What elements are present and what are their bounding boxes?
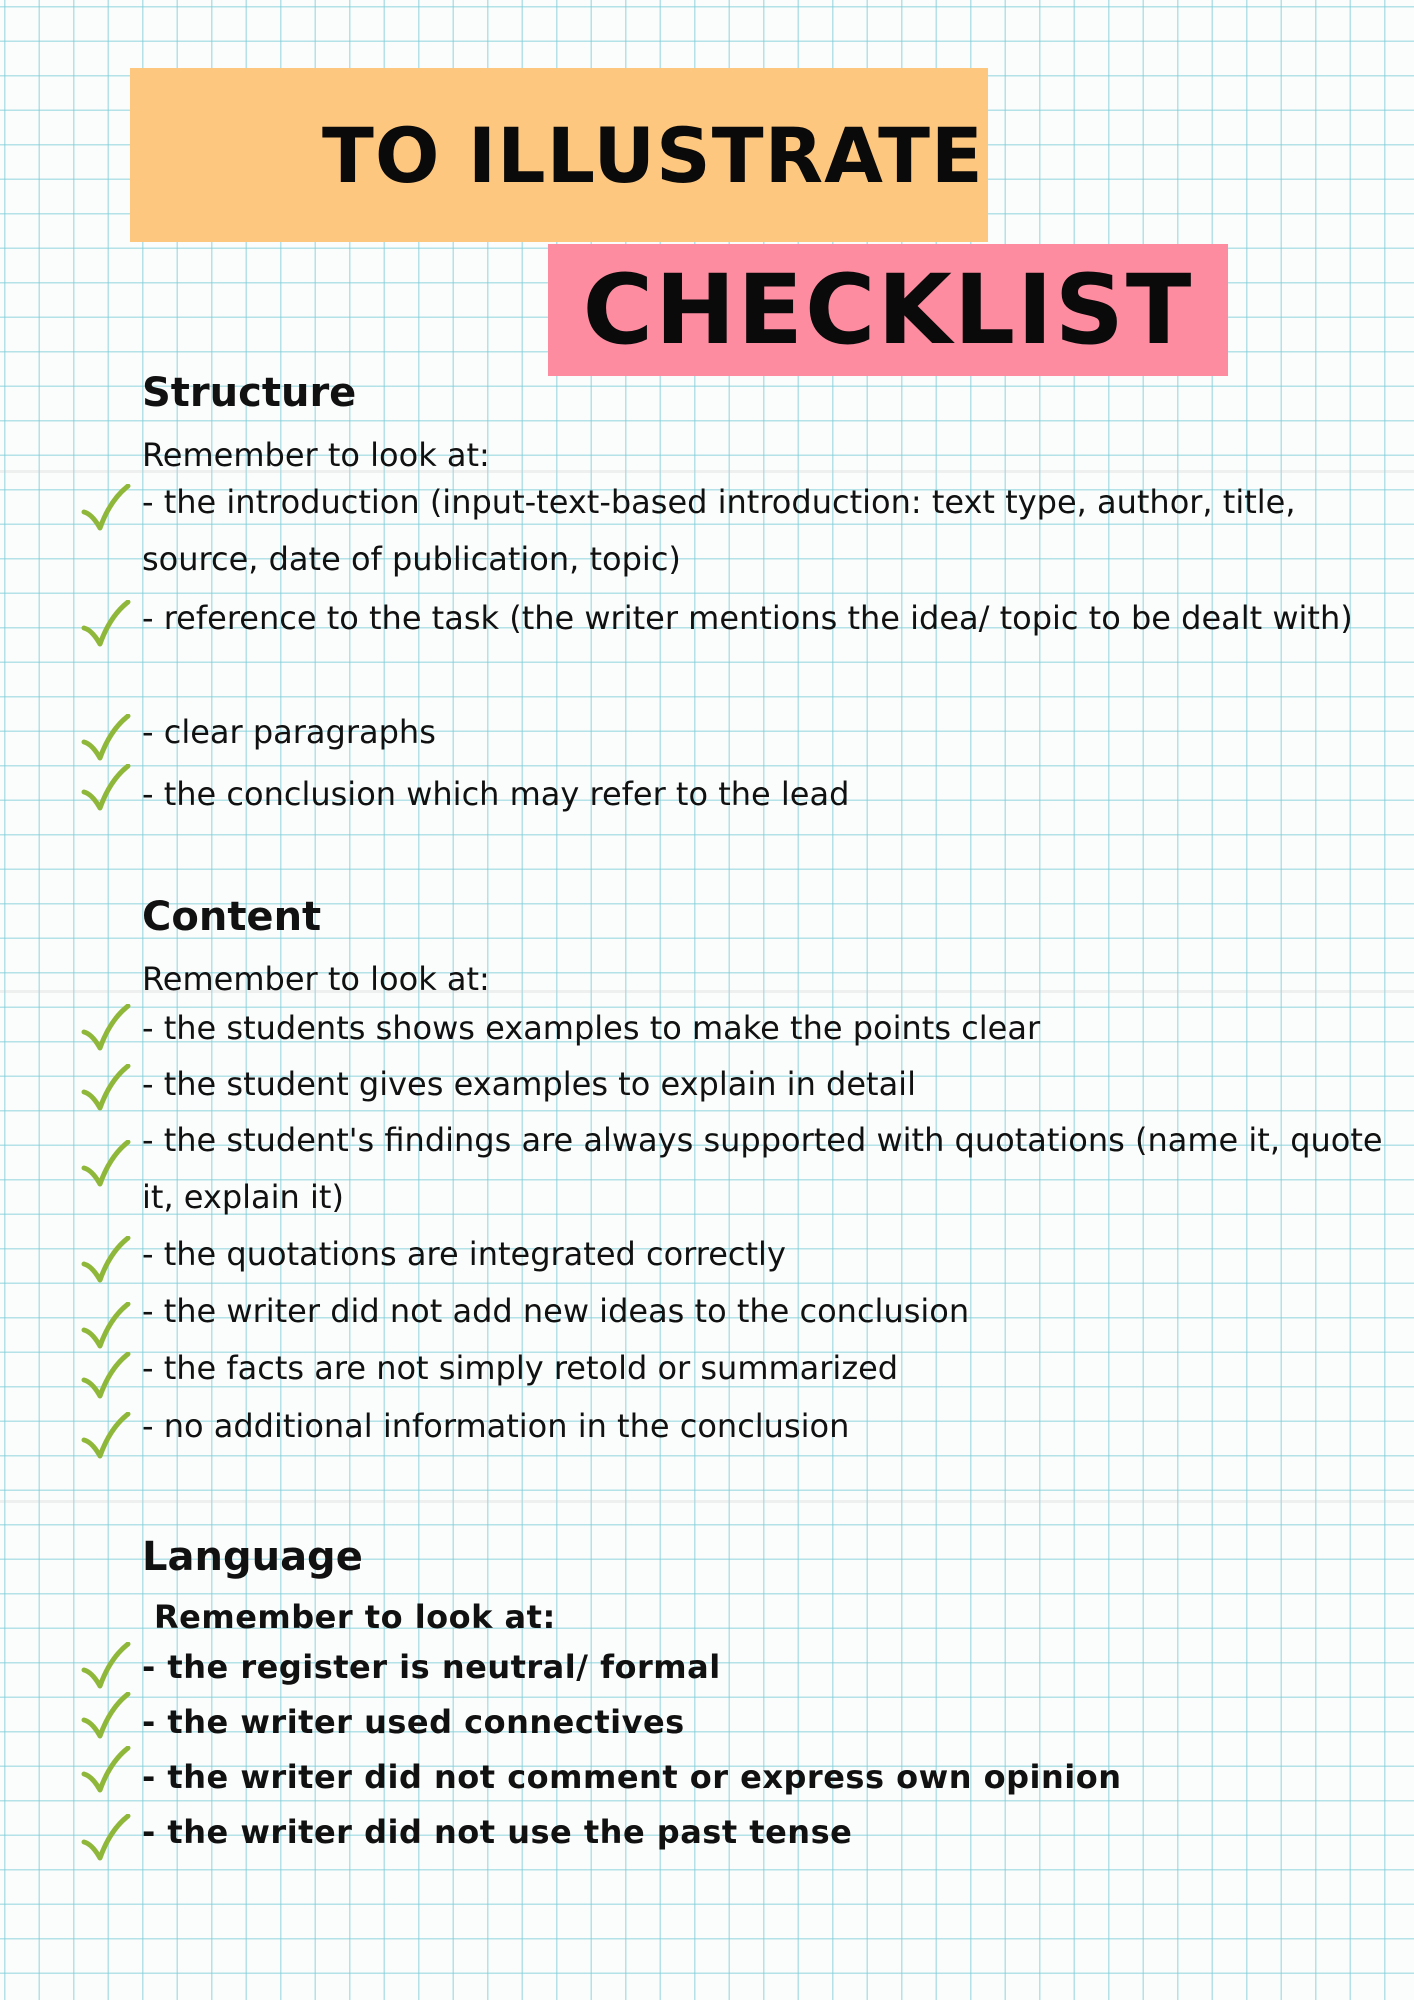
title-top: TO ILLUSTRATE — [322, 110, 984, 200]
list-item-text: - the writer did not add new ideas to the conclusion — [142, 1292, 970, 1330]
section-intro-language: Remember to look at: — [154, 1598, 556, 1636]
checkmark-icon — [80, 1352, 132, 1402]
checkmark-icon — [80, 764, 132, 814]
list-item-text: - the writer did not use the past tense — [142, 1813, 853, 1851]
list-item-text: - reference to the task (the writer mentions the idea/ topic to be dealt with) — [142, 599, 1353, 637]
paper-fold — [0, 1500, 1414, 1503]
checkmark-icon — [80, 484, 132, 534]
section-heading-language: Language — [142, 1534, 363, 1580]
list-item-text: - the student gives examples to explain in detail — [142, 1065, 916, 1103]
list-item-text: - the students shows examples to make the points clear — [142, 1009, 1041, 1047]
checkmark-icon — [80, 1746, 132, 1796]
list-item-text: - the conclusion which may refer to the lead — [142, 775, 850, 813]
list-item-text: - the writer did not comment or express own opinion — [142, 1758, 1122, 1796]
list-item-text: - no additional information in the conclusion — [142, 1407, 850, 1445]
list-item-text: - clear paragraphs — [142, 713, 436, 751]
checkmark-icon — [80, 1412, 132, 1462]
list-item-text: - the quotations are integrated correctly — [142, 1235, 786, 1273]
checkmark-icon — [80, 1692, 132, 1742]
list-item-text: - the introduction (input-text-based introduction: text type, author, title, source, date of publication, topic) — [142, 483, 1296, 578]
checkmark-icon — [80, 600, 132, 650]
list-item-text: - the facts are not simply retold or summarized — [142, 1349, 899, 1387]
checkmark-icon — [80, 1642, 132, 1692]
section-heading-content: Content — [142, 894, 322, 940]
list-item-text: - the register is neutral/ formal — [142, 1648, 721, 1686]
checkmark-icon — [80, 1814, 132, 1864]
list-item-text: - the student's findings are always supported with quotations (name it, quote it, explain it) — [142, 1121, 1383, 1216]
title-bottom: CHECKLIST — [582, 254, 1194, 366]
section-intro-structure: Remember to look at: — [142, 436, 490, 474]
list-item-text: - the writer used connectives — [142, 1703, 685, 1741]
checkmark-icon — [80, 1140, 132, 1190]
checkmark-icon — [80, 1004, 132, 1054]
checkmark-icon — [80, 1064, 132, 1114]
title-bottom-box — [548, 244, 1228, 376]
checkmark-icon — [80, 1236, 132, 1286]
checkmark-icon — [80, 1302, 132, 1352]
section-intro-content: Remember to look at: — [142, 960, 490, 998]
checkmark-icon — [80, 714, 132, 764]
title-top-box — [130, 68, 988, 242]
section-heading-structure: Structure — [142, 370, 357, 416]
